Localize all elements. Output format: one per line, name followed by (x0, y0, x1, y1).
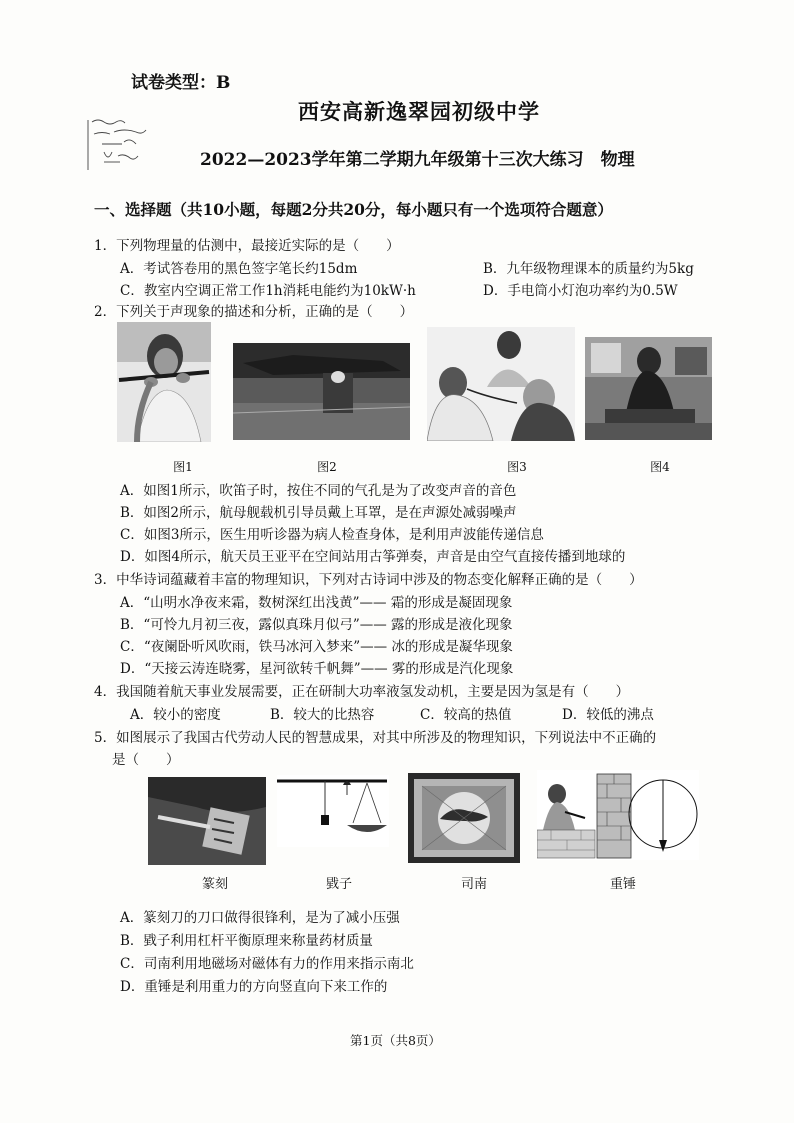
q5-option-a: A．篆刻刀的刀口做得很锋利，是为了减小压强 (120, 910, 400, 926)
q3-option-c: C．“夜阑卧听风吹雨，铁马冰河入梦来”—— 冰的形成是凝华现象 (120, 639, 513, 655)
q4-option-c: C．较高的热值 (420, 707, 512, 723)
q1-option-c: C．教室内空调正常工作1h消耗电能约为10kW·h (120, 283, 416, 299)
q5-option-c: C．司南利用地磁场对磁体有力的作用来指示南北 (120, 956, 414, 972)
q1-option-a: A．考试答卷用的黑色签字笔长约15dm (120, 261, 358, 277)
q1-option-b: B．九年级物理课本的质量约为5kg (483, 261, 694, 277)
steelyard-photo (277, 775, 389, 847)
q4-option-b: B．较大的比热容 (270, 707, 375, 723)
q3-stem: 3．中华诗词蕴藏着丰富的物理知识，下列对古诗词中涉及的物态变化解释正确的是（ ） (94, 572, 643, 588)
q5-option-b: B．戥子利用杠杆平衡原理来称量药材质量 (120, 933, 373, 949)
figure1-flute-photo (117, 322, 211, 442)
exam-title: 2022—2023学年第二学期九年级第十三次大练习 物理 (200, 150, 635, 170)
school-name: 西安高新逸翠园初级中学 (298, 99, 540, 124)
q2-stem: 2．下列关于声现象的描述和分析，正确的是（ ） (94, 304, 414, 320)
q2-option-b: B．如图2所示，航母舰载机引导员戴上耳罩，是在声源处减弱噪声 (120, 505, 517, 521)
paper-type: 试卷类型：B (131, 73, 231, 93)
figure4-guzheng-photo (585, 337, 712, 440)
q3-option-d: D．“天接云涛连晓雾，星河欲转千帆舞”—— 雾的形成是汽化现象 (120, 661, 514, 677)
steelyard-caption: 戥子 (325, 877, 352, 892)
q2-option-c: C．如图3所示，医生用听诊器为病人检查身体，是利用声波能传递信息 (120, 527, 544, 543)
figure3-caption: 图3 (507, 460, 527, 474)
figure2-carrier-photo (233, 343, 410, 440)
q3-option-a: A．“山明水净夜来霜，数树深红出浅黄”—— 霜的形成是凝固现象 (120, 595, 513, 611)
q4-option-d: D．较低的沸点 (562, 707, 654, 723)
figure2-caption: 图2 (317, 460, 337, 474)
q2-option-d: D．如图4所示，航天员王亚平在空间站用古筝弹奏，声音是由空气直接传播到地球的 (120, 549, 626, 565)
seal-carving-photo (148, 777, 266, 865)
figure3-doctor-photo (427, 327, 575, 441)
q3-option-b: B．“可怜九月初三夜，露似真珠月似弓”—— 露的形成是液化现象 (120, 617, 513, 633)
q1-stem: 1．下列物理量的估测中，最接近实际的是（ ） (94, 238, 400, 254)
q4-option-a: A．较小的密度 (130, 707, 221, 723)
q5-stem: 5．如图展示了我国古代劳动人民的智慧成果，对其中所涉及的物理知识，下列说法中不正确的 (94, 730, 657, 746)
figure1-caption: 图1 (173, 460, 193, 474)
figure4-caption: 图4 (650, 460, 670, 474)
seal-carving-caption: 篆刻 (201, 877, 228, 892)
plumb-bob-illustration (537, 770, 699, 860)
q1-option-d: D．手电筒小灯泡功率约为0.5W (483, 283, 678, 299)
q2-option-a: A．如图1所示，吹笛子时，按住不同的气孔是为了改变声音的音色 (120, 483, 517, 499)
sinan-caption: 司南 (460, 877, 487, 892)
handwritten-notes (84, 112, 174, 172)
page-footer: 第1页（共8页） (350, 1033, 441, 1048)
section-title: 一、选择题（共10小题，每题2分共20分，每小题只有一个选项符合题意） (94, 200, 613, 219)
plumb-bob-caption: 重锤 (609, 877, 636, 892)
q5-stem-continued: 是（ ） (112, 752, 180, 768)
sinan-compass-photo (408, 773, 520, 863)
q4-stem: 4．我国随着航天事业发展需要，正在研制大功率液氢发动机，主要是因为氢是有（ ） (94, 684, 630, 700)
q5-option-d: D．重锤是利用重力的方向竖直向下来工作的 (120, 979, 388, 995)
